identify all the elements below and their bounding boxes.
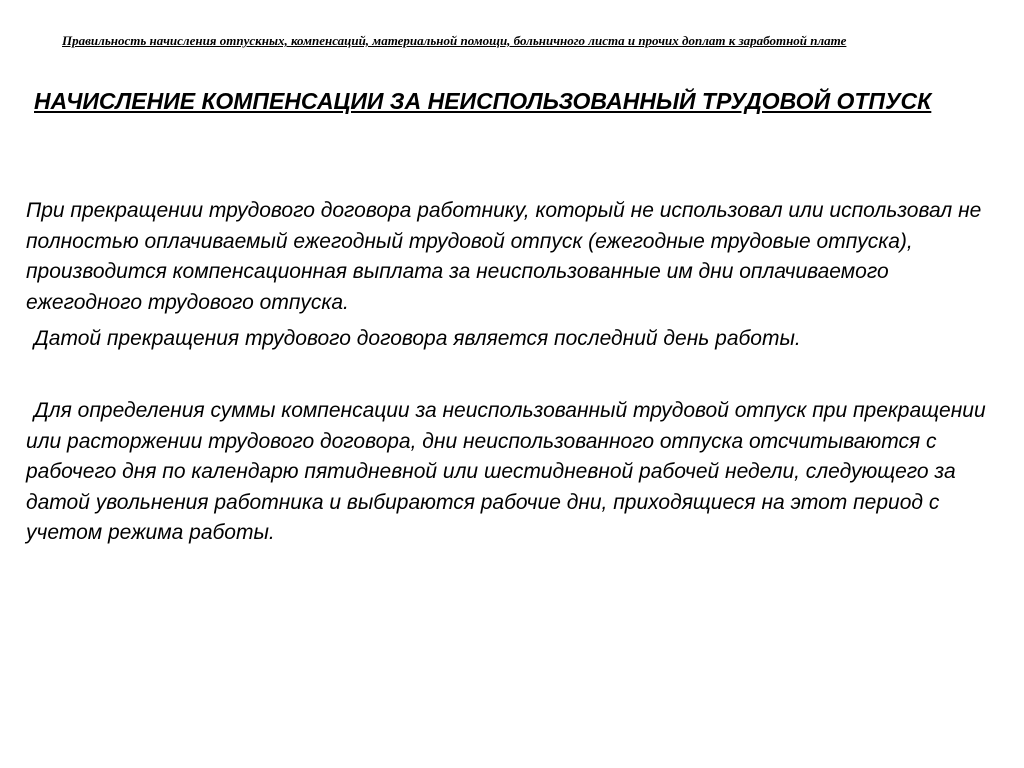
header-link[interactable]: Правильность начисления отпускных, компенсаций, материальной помощи, больничного листа и прочих доплат к заработной плате — [62, 33, 847, 48]
paragraph-termination-compensation: При прекращении трудового договора работнику, который не использовал или использовал не полностью оплачиваемый ежегодный трудовой отпуск (ежегодные трудовые отпуска), производится компенсационная выплата за неиспользованные им дни оплачиваемого ежегодного трудового отпуска. — [26, 199, 982, 314]
slide-title: НАЧИСЛЕНИЕ КОМПЕНСАЦИИ ЗА НЕИСПОЛЬЗОВАННЫЙ ТРУДОВОЙ ОТПУСК — [34, 88, 932, 114]
paragraph-termination-date: Датой прекращения трудового договора является последний день работы. — [34, 327, 801, 350]
paragraph-compensation-calculation: Для определения суммы компенсации за неиспользованный трудовой отпуск при прекращении или расторжении трудового договора, дни неиспользованного отпуска отсчитываются с рабочего дня по календарю пятидневной или шестидневной рабочей недели, следующего за датой увольнения работника и выбираются рабочие дни, приходящиеся на этот период с учетом режима работы. — [26, 399, 986, 544]
